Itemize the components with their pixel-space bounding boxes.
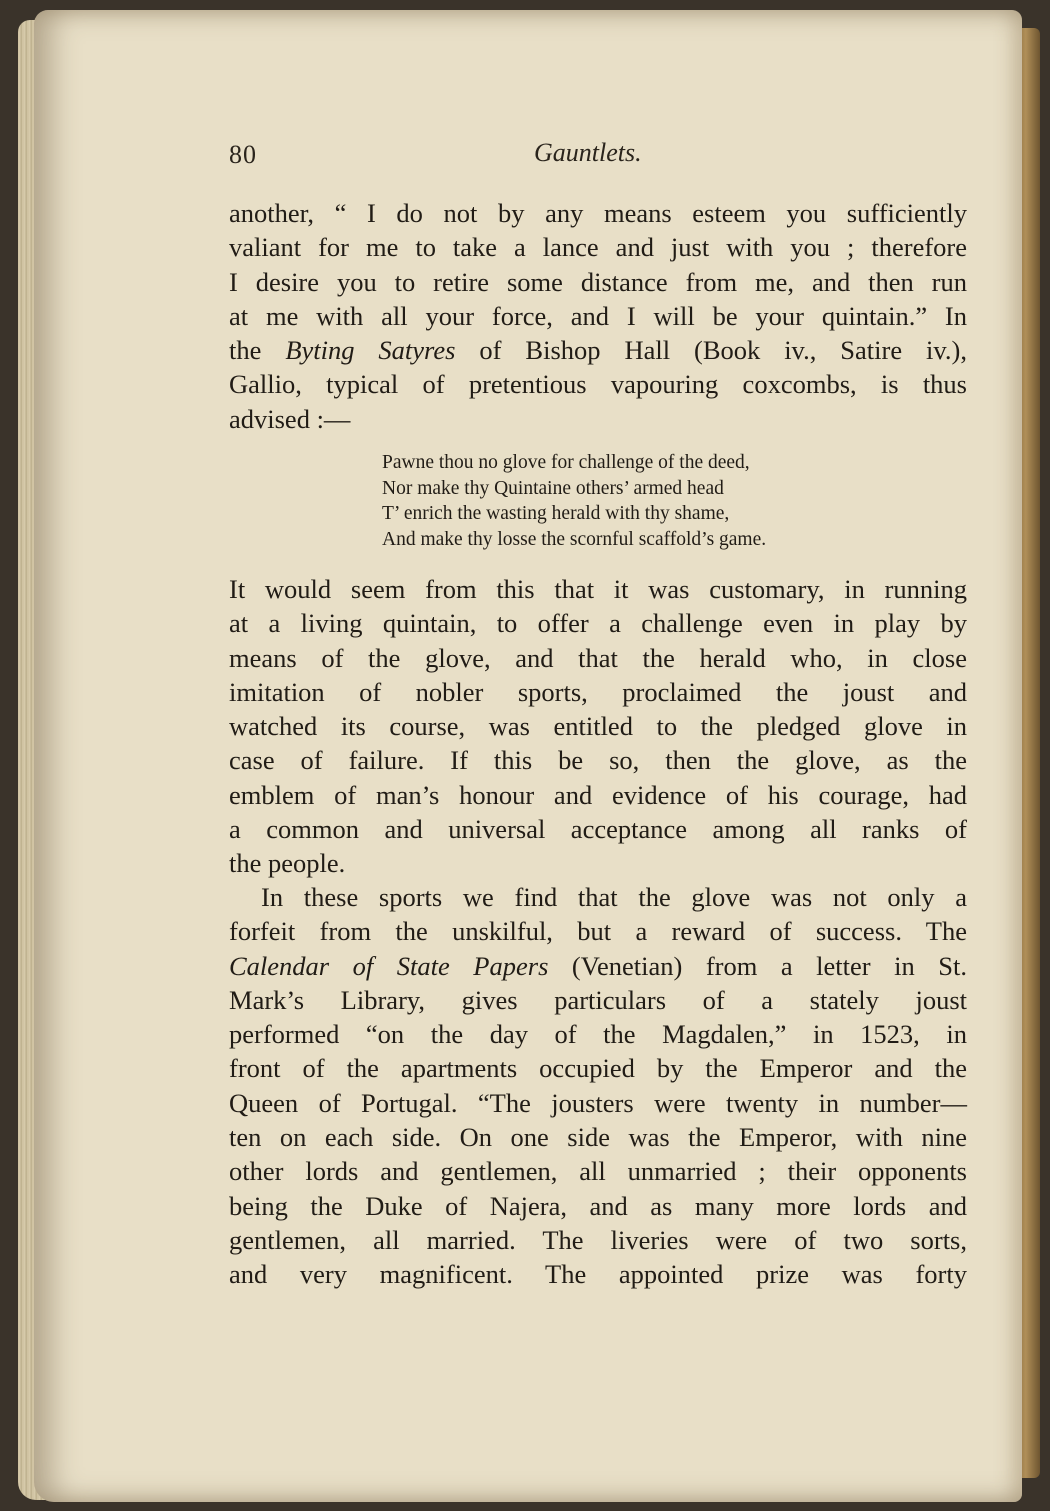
text-line: case of failure. If this be so, then the glove, as the xyxy=(229,745,967,776)
paragraph-1 xyxy=(229,196,967,436)
running-head xyxy=(229,136,969,176)
verse-line: Nor make thy Quintaine others’ armed head xyxy=(382,477,724,499)
text-line: advised :— xyxy=(229,403,351,434)
verse-line: T’ enrich the wasting herald with thy shame, xyxy=(382,503,730,525)
text-fragment: the xyxy=(229,335,286,366)
text-line: imitation of nobler sports, proclaimed the joust and xyxy=(229,676,967,707)
text-line: means of the glove, and that the herald who, in close xyxy=(229,642,967,673)
text-fragment: (Venetian) from a letter in St. xyxy=(548,950,967,981)
text-line: being the Duke of Najera, and as many more lords and xyxy=(229,1190,967,1221)
paragraph-3 xyxy=(229,880,967,1292)
text-line: the people. xyxy=(229,848,346,879)
text-line: In these sports we find that the glove was not only a xyxy=(261,882,967,912)
text-line: emblem of man’s honour and evidence of his courage, had xyxy=(229,779,967,810)
text-line: ten on each side. On one side was the Emperor, with nine xyxy=(229,1122,967,1153)
verse-quotation xyxy=(382,450,842,553)
text-line: Gallio, typical of pretentious vapouring coxcombs, is thus xyxy=(229,369,967,400)
text-line: front of the apartments occupied by the Emperor and the xyxy=(229,1053,967,1084)
text-line: other lords and gentlemen, all unmarried ; their opponents xyxy=(229,1156,967,1187)
text-fragment: of Bishop Hall (Book iv., Satire iv.), xyxy=(455,335,967,366)
text-line: It would seem from this that it was customary, in running xyxy=(229,574,967,604)
text-line xyxy=(229,333,967,367)
italic-title: Calendar of State Papers xyxy=(229,950,549,981)
text-line: I desire you to retire some distance from me, and then run xyxy=(229,266,967,297)
text-line: another, “ I do not by any means esteem you sufficiently xyxy=(229,198,967,228)
text-line: performed “on the day of the Magdalen,” in 1523, in xyxy=(229,1019,967,1050)
text-line xyxy=(229,949,967,983)
text-line: valiant for me to take a lance and just with you ; therefore xyxy=(229,232,967,263)
page-number: 80 xyxy=(229,140,257,169)
text-line: forfeit from the unskilful, but a reward of success. The xyxy=(229,916,967,947)
running-title: Gauntlets. xyxy=(534,138,642,167)
verse-line: And make thy losse the scornful scaffold’s game. xyxy=(382,529,767,551)
text-line: at me with all your force, and I will be your quintain.” In xyxy=(229,300,967,331)
paragraph-2 xyxy=(229,572,967,881)
text-line: at a living quintain, to offer a challenge even in play by xyxy=(229,608,967,639)
verse-line: Pawne thou no glove for challenge of the deed, xyxy=(382,452,750,473)
italic-title: Byting Satyres xyxy=(285,335,456,366)
text-line: and very magnificent. The appointed prize was forty xyxy=(229,1259,967,1290)
text-line: gentlemen, all married. The liveries were of two sorts, xyxy=(229,1224,967,1255)
text-line: Mark’s Library, gives particulars of a stately joust xyxy=(229,984,967,1015)
text-line: Queen of Portugal. “The jousters were twenty in number— xyxy=(229,1087,967,1118)
text-line: watched its course, was entitled to the pledged glove in xyxy=(229,711,967,742)
text-line: a common and universal acceptance among all ranks of xyxy=(229,814,967,845)
